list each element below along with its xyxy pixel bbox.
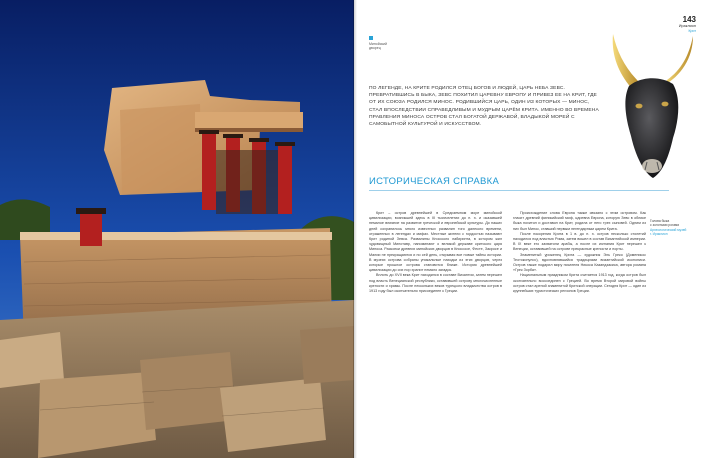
bull-head-illustration <box>589 26 707 206</box>
caption-line3: Археологический музей <box>650 227 687 232</box>
caption-line2: с золотыми рогами <box>650 223 680 228</box>
palace-illustration <box>0 0 354 458</box>
caption-line1: Голова быка <box>650 219 670 223</box>
page-section-label: Ираклион <box>678 24 696 28</box>
marker-label <box>369 42 409 51</box>
heading-rule <box>369 190 669 191</box>
knossos-photo <box>0 0 354 458</box>
bull-rhyton-image <box>589 26 707 206</box>
intro-text: ПО ЛЕГЕНДЕ, НА КРИТЕ РОДИЛСЯ ОТЕЦ БОГОВ И ЛЮДЕЙ, ЦАРЬ НЕБА ЗЕВС. ПРЕВРАТИВШИСЬ В БЫКА, ЗЕВС ПОХИТИЛ ЦАРЕВНУ ЕВРОПУ И ПРИВЕЗ ЕЕ НА КРИТ, ГДЕ ОТ ИХ СОЮЗА РОДИЛСЯ МИНОС. РОДИВШИЙСЯ ЦАРЬ, ОДИН ИЗ КОТОРЫХ — МИНОС, СТАЛ ВПОСЛЕДСТВИИ СПРАВЕДЛИВЫМ И МУДРЫМ ЦАРЁМ КРИТА. ИМЕННО ВО ВРЕМЕНА ПРАВЛЕНИЯ МИНОСА ОСТРОВ СТАЛ БОГАТОЙ ДЕРЖАВОЙ, ВЛАДЫКОЙ МОРЕЙ С САМОБЫТНОЙ КУЛЬТУРОЙ И ИСКУССТВОМ. <box>369 86 599 128</box>
text-column-1 <box>369 211 502 451</box>
section-heading: ИСТОРИЧЕСКАЯ СПРАВКА <box>369 176 500 187</box>
caption-line4: г. Ираклион <box>650 231 668 236</box>
col1-paragraph: Вплоть до XVII века Крит находился в составе Византии, затем перешел под власть Венецианской республики, оставившей острову многочисленные крепости и храмы. После нескольких веков турецкого владычества остров в 1913 году был окончательно присоединен к Греции. <box>369 273 502 294</box>
col2-paragraph: Знаменитый уроженец Крита — художник Эль Греко (Доменикос Теотокопулос), вдохновлявшийся традициями византийской иконописи. Остров также подарил миру писателя Никоса Казандзакиса, автора романа «Грек Зорба». <box>513 252 646 273</box>
page-number: 143 <box>682 15 696 24</box>
section-marker-square <box>369 36 373 40</box>
col2-paragraph: Национальным праздником Крита считается 1913 год, когда остров был окончательно воссоединен с Грецией. Во время Второй мировой войны остров стал ареной знаменитой Критской операции. Сегодня Крит — один из крупнейших туристических регионов Греции. <box>513 273 646 294</box>
col2-paragraph: После покорения Крита в 1 в. до н. э. остров несколько столетий находился под властью Рима, затем вошел в состав Византийской империи. В IX веке его захватили арабы, а после их изгнания Крит перешел к Венеции, оставившей на острове прекрасные крепости и порты. <box>513 231 646 252</box>
col2-paragraph: Происхождение слова Европа также связано с этим островом. Как гласит древний финикийский миф, царевна Европа, которую Зевс в облике быка похитил и доставил на Крит, родила от него трех сыновей. Одним из них был Минос, ставший первым легендарным царем Крита. <box>513 211 646 231</box>
col1-paragraph: Крит – остров древнейшей в Средиземном море минойской цивилизации, возникшей здесь в III тысячелетии до н. э. и оказавшей немалое влияние на развитие греческой и европейской культуры. До наших дней сохранилось много известных развалин того далекого времени, отраженных в легендах и мифах. Местные жители с гордостью называют Крит родиной Зевса. Развалины Кносского лабиринта, в котором жил чудовищный Минотавр, напоминают о великой державе критского царя Миноса. Раскопки древних минойских дворцов в Кноссосе, Фесте, Закросе и Малии не прекращаются и по сей день, открывая все новые тайны истории. В музеях острова собраны уникальные находки из этих дворцов, через которые прошлое острова становится ближе. История древнейшей цивилизации до сих пор хранит немало загадок. <box>369 211 502 273</box>
article-page <box>357 0 710 458</box>
marker-label-line2: дворец <box>369 46 381 51</box>
bull-caption <box>650 219 698 236</box>
page-section-sub: Крит <box>688 29 696 33</box>
text-column-2 <box>513 211 646 451</box>
marker-label-line1: Минойский <box>369 42 387 46</box>
